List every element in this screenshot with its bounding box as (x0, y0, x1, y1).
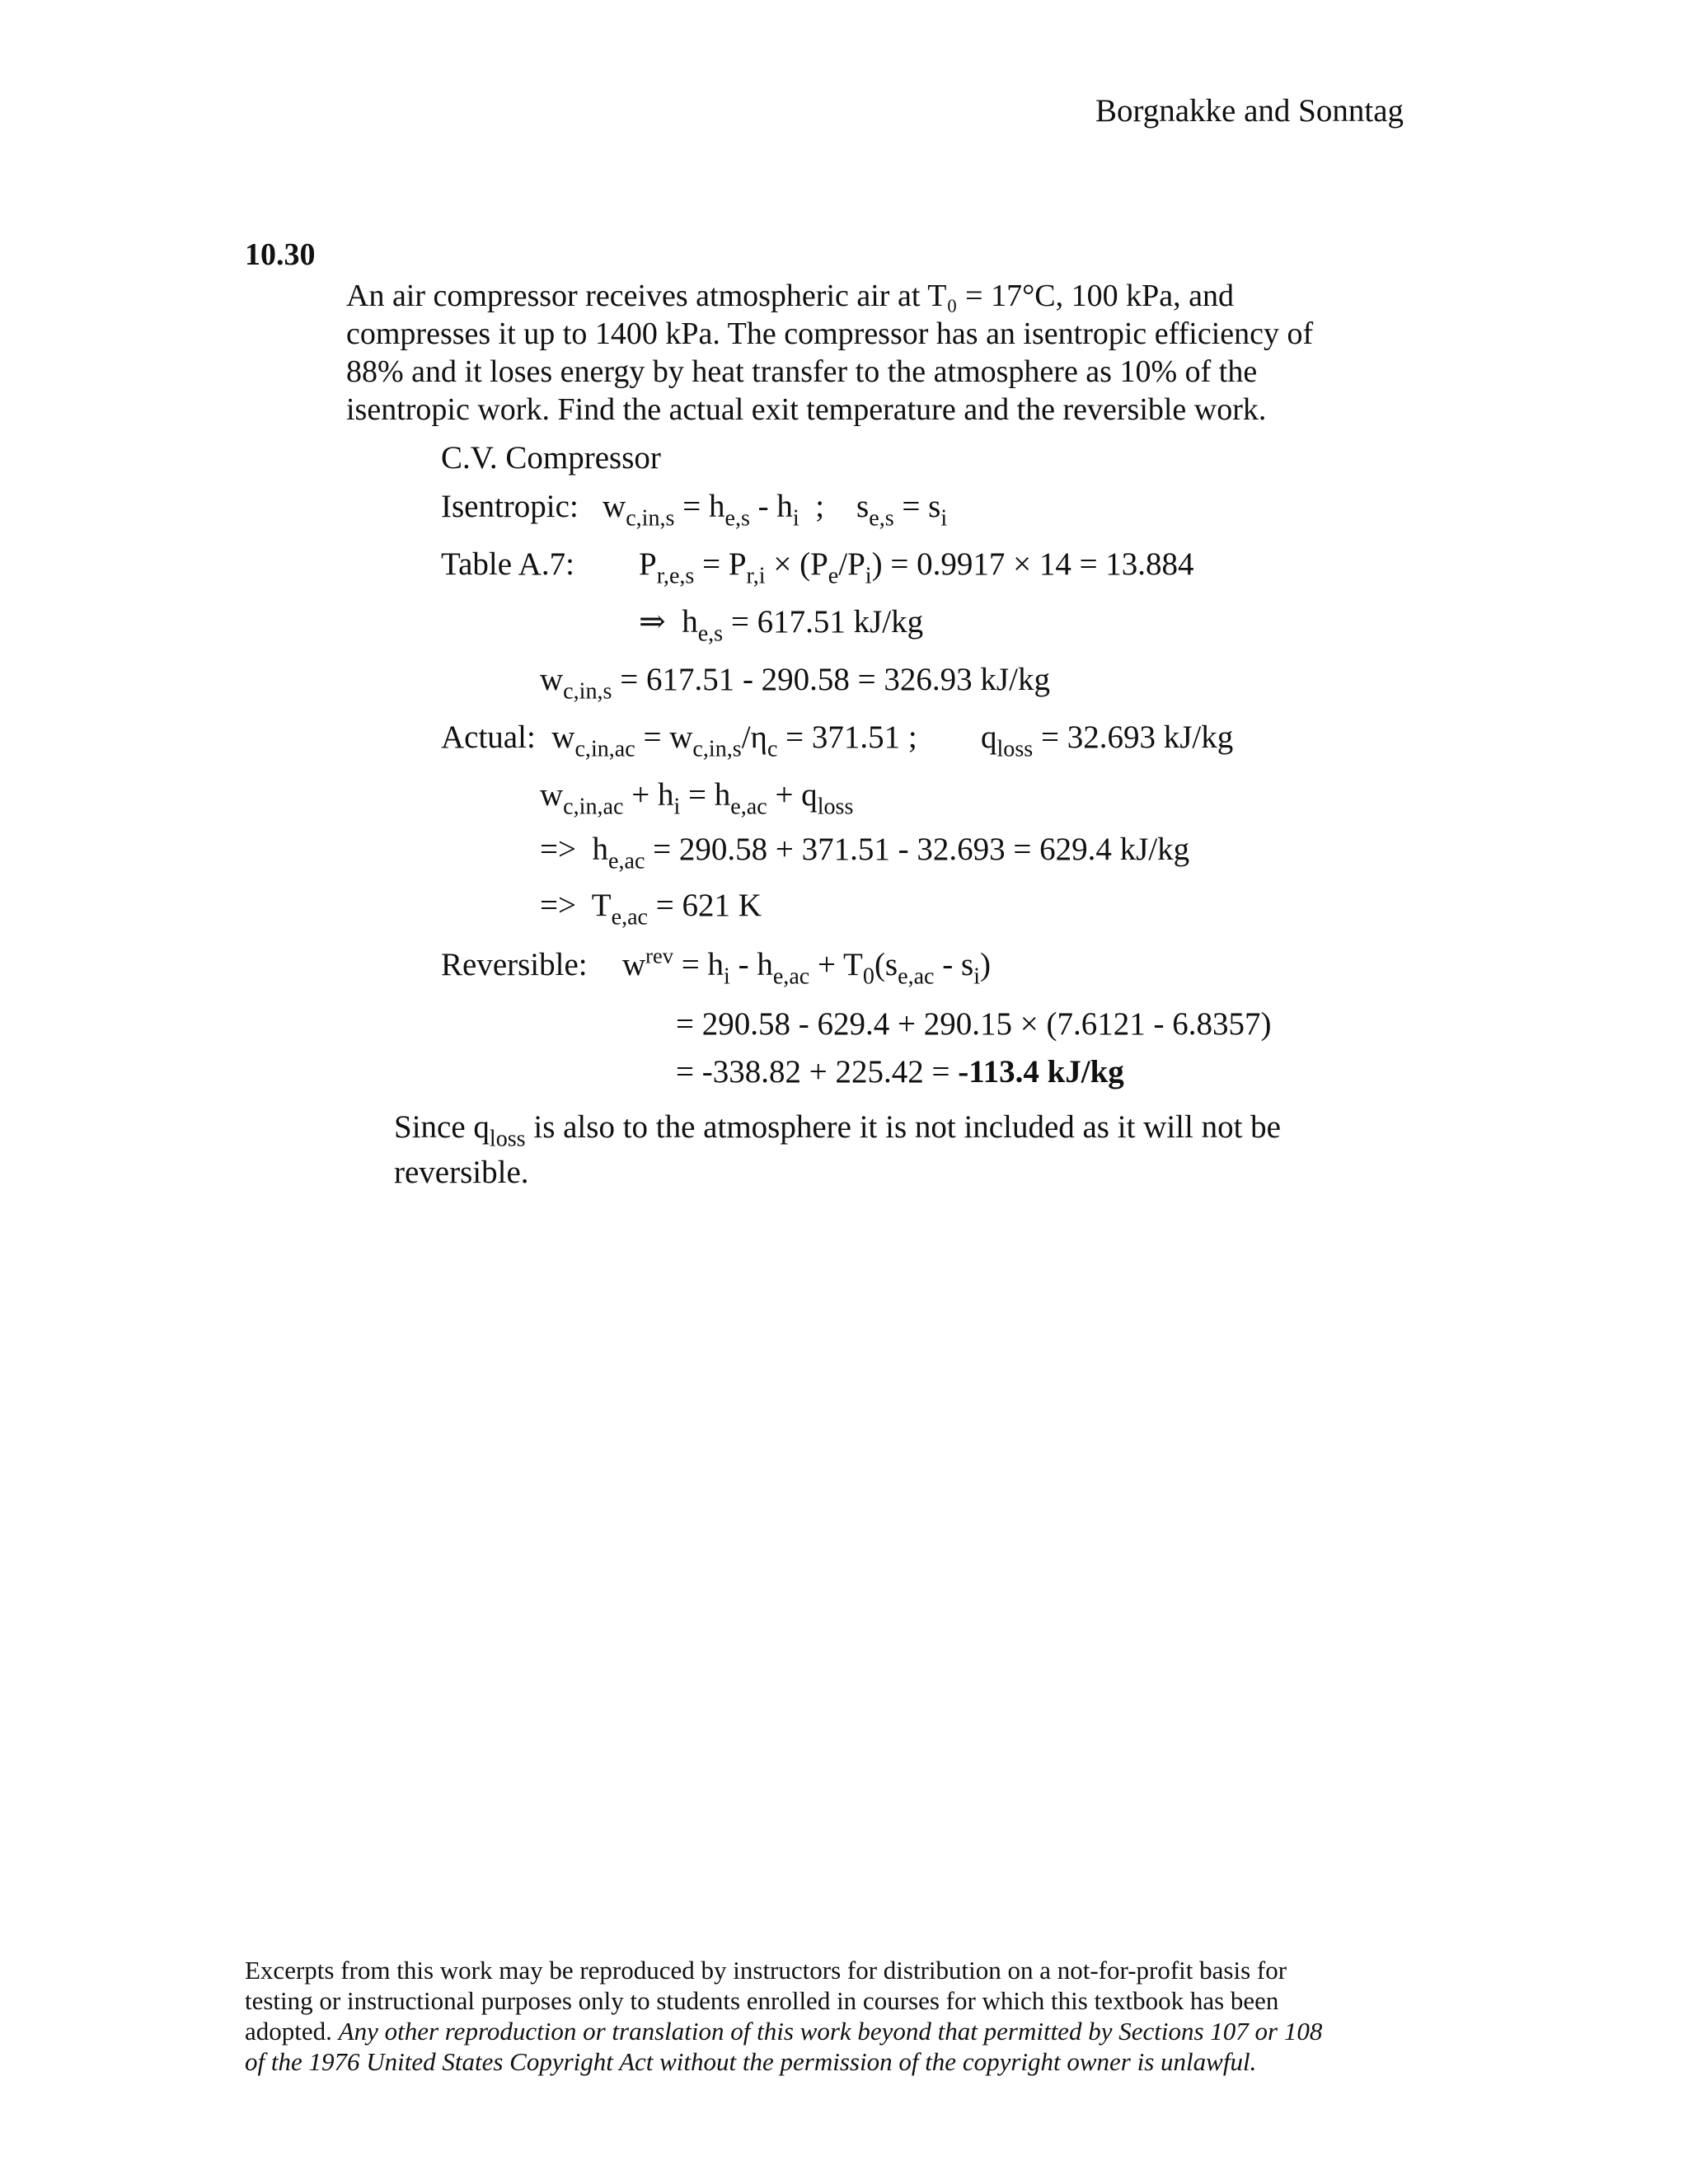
isentropic-line (441, 488, 948, 532)
qloss-value: = 32.693 kJ/kg (1040, 719, 1234, 755)
problem-line: An air compressor receives atmospheric air at T₀ = 17°C, 100 kPa, and (346, 279, 1234, 313)
qloss-line: $q_{loss} = 32.693$ kJ/kg (981, 719, 1234, 762)
reversible-work-result: -113.4 kJ/kg (958, 1054, 1124, 1090)
footer-line: testing or instructional purposes only to students enrolled in courses for which this textbook has been (245, 1986, 1279, 2015)
actual-label: Actual: (441, 719, 536, 755)
control-volume-label: C.V. Compressor (441, 440, 661, 476)
wcins-value: = 617.51 - 290.58 = 326.93 kJ/kg (620, 662, 1050, 697)
page-header-authors: Borgnakke and Sonntag (1095, 93, 1404, 129)
copyright-footer (245, 1955, 1322, 2077)
isentropic-equation: $w_{c,in,s} = h_{e,s} - h_i$ ; $s_{e,s} = s_i$ (586, 489, 948, 532)
reversible-equation: $w^{rev} = h_i - h_{e,ac} + T_0(s_{e,ac} - s_i)$ (622, 943, 992, 990)
hes-value: = 617.51 kJ/kg (730, 604, 924, 640)
footer-line: adopted. Any other reproduction or translation of this work beyond that permitted by Sections 107 or 108 (245, 2017, 1323, 2046)
teac-line: => $T_{e,ac} = 621$ K (540, 888, 762, 930)
heac-value: = 290.58 + 371.51 - 32.693 = 629.4 kJ/kg (653, 832, 1190, 867)
actual-line: Actual: $w_{c,in,ac} = w_{c,in,s}/\eta_c = 371.51$ ; (441, 719, 917, 762)
footer-line: of the 1976 United States Copyright Act without the permission of the copyright owner is unlawful. (245, 2047, 1257, 2076)
hes-line: ⇒ $h_{e,s} = 617.51$ kJ/kg (639, 604, 924, 647)
problem-statement (346, 277, 1313, 429)
problem-line: 88% and it loses energy by heat transfer to the atmosphere as 10% of the (346, 354, 1258, 389)
teac-value: = 621 K (655, 888, 762, 923)
reversible-substitution: = 290.58 - 629.4 + 290.15 × (7.6121 - 6.8357) (676, 1006, 1272, 1042)
problem-line: isentropic work. Find the actual exit temperature and the reversible work. (346, 392, 1267, 427)
reversible-result-prefix: = -338.82 + 225.42 = (676, 1054, 950, 1090)
energy-balance-line: $w_{c,in,ac} + h_i = h_{e,ac} + q_{loss}$ (540, 777, 854, 820)
wcins-line: $w_{c,in,s} = 617.51 - 290.58 = 326.93$ kJ/kg (540, 662, 1050, 705)
note-line-1: Since $q_{loss}$ is also to the atmosphere it is not included as it will not be (394, 1109, 1281, 1152)
implies-arrow-icon: ⇒ (639, 604, 666, 640)
pressure-ratio-equation: $P_{r,e,s} = P_{r,i} \times (P_e/P_i) = 0.9917 \times 14 = 13.884$ (639, 546, 1194, 589)
reversible-result-line (676, 1053, 1124, 1090)
problem-number: 10.30 (245, 237, 316, 272)
isentropic-label: Isentropic: (441, 489, 579, 524)
heac-line: => $h_{e,ac} = 290.58 + 371.51 - 32.693 = 629.4$ kJ/kg (540, 832, 1190, 874)
reversible-label: Reversible: (441, 947, 588, 982)
footer-line: Excerpts from this work may be reproduced by instructors for distribution on a not-for-profit basis for (245, 1956, 1287, 1985)
pressure-ratio-value: = 0.9917 × 14 = 13.884 (890, 546, 1194, 582)
actual-work-value: = 371.51 ; (785, 719, 917, 755)
problem-line: compresses it up to 1400 kPa. The compressor has an isentropic efficiency of (346, 316, 1314, 351)
note-line-2: reversible. (394, 1155, 529, 1190)
table-label: Table A.7: (441, 546, 574, 582)
